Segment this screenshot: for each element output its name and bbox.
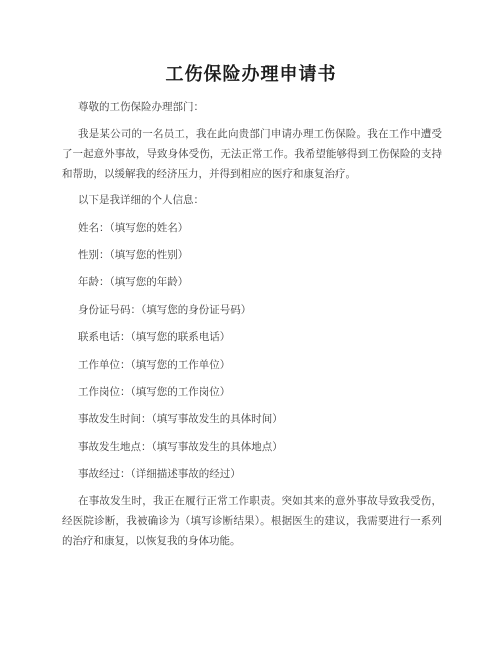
field-name: 姓名：（填写您的姓名） bbox=[78, 222, 189, 234]
document-title: 工伤保险办理申请书 bbox=[165, 64, 337, 85]
field-gender: 性别：（填写您的性别） bbox=[78, 249, 189, 261]
intro-paragraph: 我是某公司的一名员工，我在此向贵部门申请办理工伤保险。我在工作中遭受了一起意外事故，导致身体受伤，无法正常工作。我希望能够得到工伤保险的支持和帮助，以缓解我的经济压力，并得到相应的医疗和康复治疗。 bbox=[62, 128, 442, 180]
field-accident-location: 事故发生地点：（填写事故发生的具体地点） bbox=[78, 441, 283, 453]
field-phone: 联系电话：（填写您的联系电话） bbox=[78, 331, 231, 343]
field-accident-time: 事故发生时间：（填写事故发生的具体时间） bbox=[78, 413, 283, 425]
closing-paragraph: 在事故发生时，我正在履行正常工作职责。突如其来的意外事故导致我受伤，经医院诊断，我被确诊为（填写诊断结果）。根据医生的建议，我需要进行一系列的治疗和康复，以恢复我的身体功能。 bbox=[62, 495, 442, 547]
field-id-number: 身份证号码：（填写您的身份证号码） bbox=[78, 304, 252, 316]
field-age: 年龄：（填写您的年龄） bbox=[78, 276, 189, 288]
info-heading: 以下是我详细的个人信息： bbox=[78, 194, 204, 206]
field-employer: 工作单位：（填写您的工作单位） bbox=[78, 359, 231, 371]
field-accident-description: 事故经过：（详细描述事故的经过） bbox=[78, 468, 241, 480]
field-position: 工作岗位：（填写您的工作岗位） bbox=[78, 386, 231, 398]
salutation: 尊敬的工伤保险办理部门： bbox=[78, 101, 204, 113]
